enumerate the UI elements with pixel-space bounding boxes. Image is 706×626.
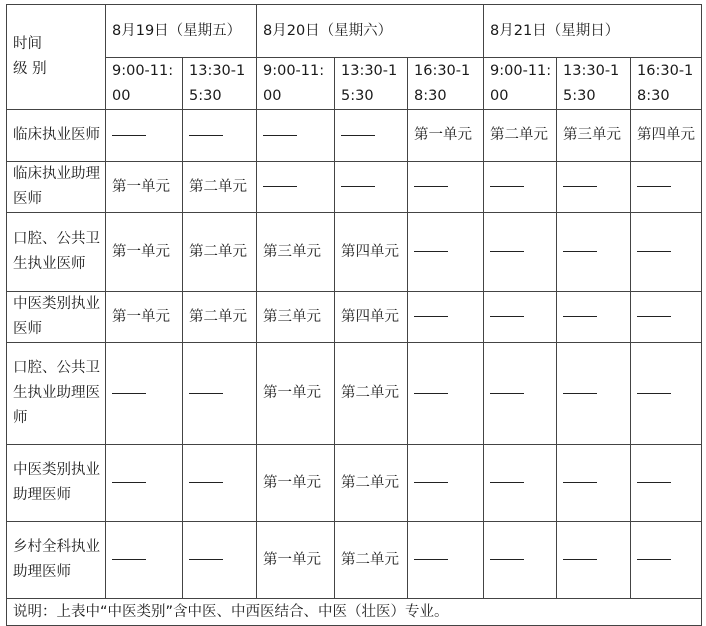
empty-slot-cell xyxy=(183,343,257,445)
exam-unit-cell: 第二单元 xyxy=(335,445,408,522)
empty-slot-cell xyxy=(408,522,484,599)
dash-mark xyxy=(263,186,297,187)
exam-unit-cell: 第一单元 xyxy=(257,343,335,445)
empty-slot-cell xyxy=(335,110,408,162)
time-header: 13:30-15:30 xyxy=(183,58,257,110)
exam-unit-cell: 第二单元 xyxy=(183,162,257,213)
empty-slot-cell xyxy=(408,343,484,445)
exam-unit-cell: 第一单元 xyxy=(106,213,183,292)
exam-unit-cell: 第一单元 xyxy=(106,292,183,343)
empty-slot-cell xyxy=(557,343,631,445)
empty-slot-cell xyxy=(631,292,702,343)
exam-unit-cell: 第三单元 xyxy=(257,292,335,343)
exam-unit-cell: 第一单元 xyxy=(408,110,484,162)
note-row xyxy=(7,599,702,626)
dash-mark xyxy=(490,251,524,252)
dash-mark xyxy=(637,482,671,483)
dash-mark xyxy=(112,393,146,394)
empty-slot-cell xyxy=(557,162,631,213)
empty-slot-cell xyxy=(631,445,702,522)
empty-slot-cell xyxy=(408,292,484,343)
empty-slot-cell xyxy=(484,162,557,213)
corner-header-cell xyxy=(7,5,106,110)
exam-unit-cell: 第四单元 xyxy=(335,292,408,343)
dash-mark xyxy=(563,559,597,560)
exam-unit-cell: 第一单元 xyxy=(257,522,335,599)
empty-slot-cell xyxy=(183,110,257,162)
category-cell: 中医类别执业助理医师 xyxy=(7,445,106,522)
empty-slot-cell xyxy=(257,162,335,213)
empty-slot-cell xyxy=(631,522,702,599)
dash-mark xyxy=(189,393,223,394)
date-header: 8月20日（星期六） xyxy=(257,5,484,58)
table-body xyxy=(7,110,702,599)
dash-mark xyxy=(414,251,448,252)
category-cell: 临床执业助理医师 xyxy=(7,162,106,213)
dash-mark xyxy=(563,186,597,187)
empty-slot-cell xyxy=(484,522,557,599)
dash-mark xyxy=(189,135,223,136)
exam-unit-cell: 第一单元 xyxy=(106,162,183,213)
header-date-row xyxy=(7,5,702,58)
time-header: 13:30-15:30 xyxy=(557,58,631,110)
empty-slot-cell xyxy=(484,292,557,343)
empty-slot-cell xyxy=(106,445,183,522)
empty-slot-cell xyxy=(257,110,335,162)
table-row xyxy=(7,445,702,522)
empty-slot-cell xyxy=(557,445,631,522)
dash-mark xyxy=(414,559,448,560)
dash-mark xyxy=(563,316,597,317)
empty-slot-cell xyxy=(557,292,631,343)
category-cell: 临床执业医师 xyxy=(7,110,106,162)
dash-mark xyxy=(490,559,524,560)
corner-time-label: 时间 xyxy=(13,36,42,52)
exam-unit-cell: 第二单元 xyxy=(484,110,557,162)
dash-mark xyxy=(341,135,375,136)
dash-mark xyxy=(637,316,671,317)
table-row xyxy=(7,343,702,445)
date-header: 8月21日（星期日） xyxy=(484,5,702,58)
empty-slot-cell xyxy=(484,213,557,292)
table-row xyxy=(7,110,702,162)
time-header: 9:00-11:00 xyxy=(106,58,183,110)
dash-mark xyxy=(414,316,448,317)
corner-level-label: 级 别 xyxy=(13,61,47,77)
dash-mark xyxy=(490,482,524,483)
time-header: 9:00-11:00 xyxy=(257,58,335,110)
exam-unit-cell: 第二单元 xyxy=(183,213,257,292)
empty-slot-cell xyxy=(183,522,257,599)
category-cell: 口腔、公共卫生执业医师 xyxy=(7,213,106,292)
exam-unit-cell: 第二单元 xyxy=(183,292,257,343)
dash-mark xyxy=(112,135,146,136)
dash-mark xyxy=(490,316,524,317)
dash-mark xyxy=(637,251,671,252)
table-row xyxy=(7,522,702,599)
empty-slot-cell xyxy=(484,343,557,445)
date-header: 8月19日（星期五） xyxy=(106,5,257,58)
empty-slot-cell xyxy=(335,162,408,213)
dash-mark xyxy=(490,393,524,394)
dash-mark xyxy=(637,393,671,394)
dash-mark xyxy=(263,135,297,136)
dash-mark xyxy=(563,393,597,394)
table-note: 说明：上表中“中医类别”含中医、中西医结合、中医（壮医）专业。 xyxy=(7,599,702,626)
dash-mark xyxy=(637,186,671,187)
empty-slot-cell xyxy=(183,445,257,522)
empty-slot-cell xyxy=(106,110,183,162)
empty-slot-cell xyxy=(631,213,702,292)
dash-mark xyxy=(414,393,448,394)
category-cell: 口腔、公共卫生执业助理医师 xyxy=(7,343,106,445)
exam-unit-cell: 第四单元 xyxy=(335,213,408,292)
empty-slot-cell xyxy=(557,522,631,599)
dash-mark xyxy=(112,559,146,560)
exam-unit-cell: 第一单元 xyxy=(257,445,335,522)
dash-mark xyxy=(341,186,375,187)
time-header: 16:30-18:30 xyxy=(408,58,484,110)
dash-mark xyxy=(563,251,597,252)
exam-unit-cell: 第二单元 xyxy=(335,522,408,599)
category-cell: 乡村全科执业助理医师 xyxy=(7,522,106,599)
exam-unit-cell: 第三单元 xyxy=(257,213,335,292)
dash-mark xyxy=(637,559,671,560)
exam-unit-cell: 第三单元 xyxy=(557,110,631,162)
table-row xyxy=(7,292,702,343)
category-cell: 中医类别执业医师 xyxy=(7,292,106,343)
dash-mark xyxy=(490,186,524,187)
table-row xyxy=(7,213,702,292)
header-time-row xyxy=(7,58,702,110)
empty-slot-cell xyxy=(408,162,484,213)
table-row xyxy=(7,162,702,213)
empty-slot-cell xyxy=(106,522,183,599)
exam-unit-cell: 第二单元 xyxy=(335,343,408,445)
empty-slot-cell xyxy=(484,445,557,522)
empty-slot-cell xyxy=(106,343,183,445)
empty-slot-cell xyxy=(631,343,702,445)
exam-unit-cell: 第四单元 xyxy=(631,110,702,162)
empty-slot-cell xyxy=(557,213,631,292)
dash-mark xyxy=(112,482,146,483)
empty-slot-cell xyxy=(631,162,702,213)
empty-slot-cell xyxy=(408,213,484,292)
time-header: 9:00-11:00 xyxy=(484,58,557,110)
dash-mark xyxy=(563,482,597,483)
exam-schedule-table xyxy=(6,4,702,626)
dash-mark xyxy=(189,482,223,483)
dash-mark xyxy=(414,186,448,187)
time-header: 16:30-18:30 xyxy=(631,58,702,110)
dash-mark xyxy=(189,559,223,560)
dash-mark xyxy=(414,482,448,483)
time-header: 13:30-15:30 xyxy=(335,58,408,110)
empty-slot-cell xyxy=(408,445,484,522)
